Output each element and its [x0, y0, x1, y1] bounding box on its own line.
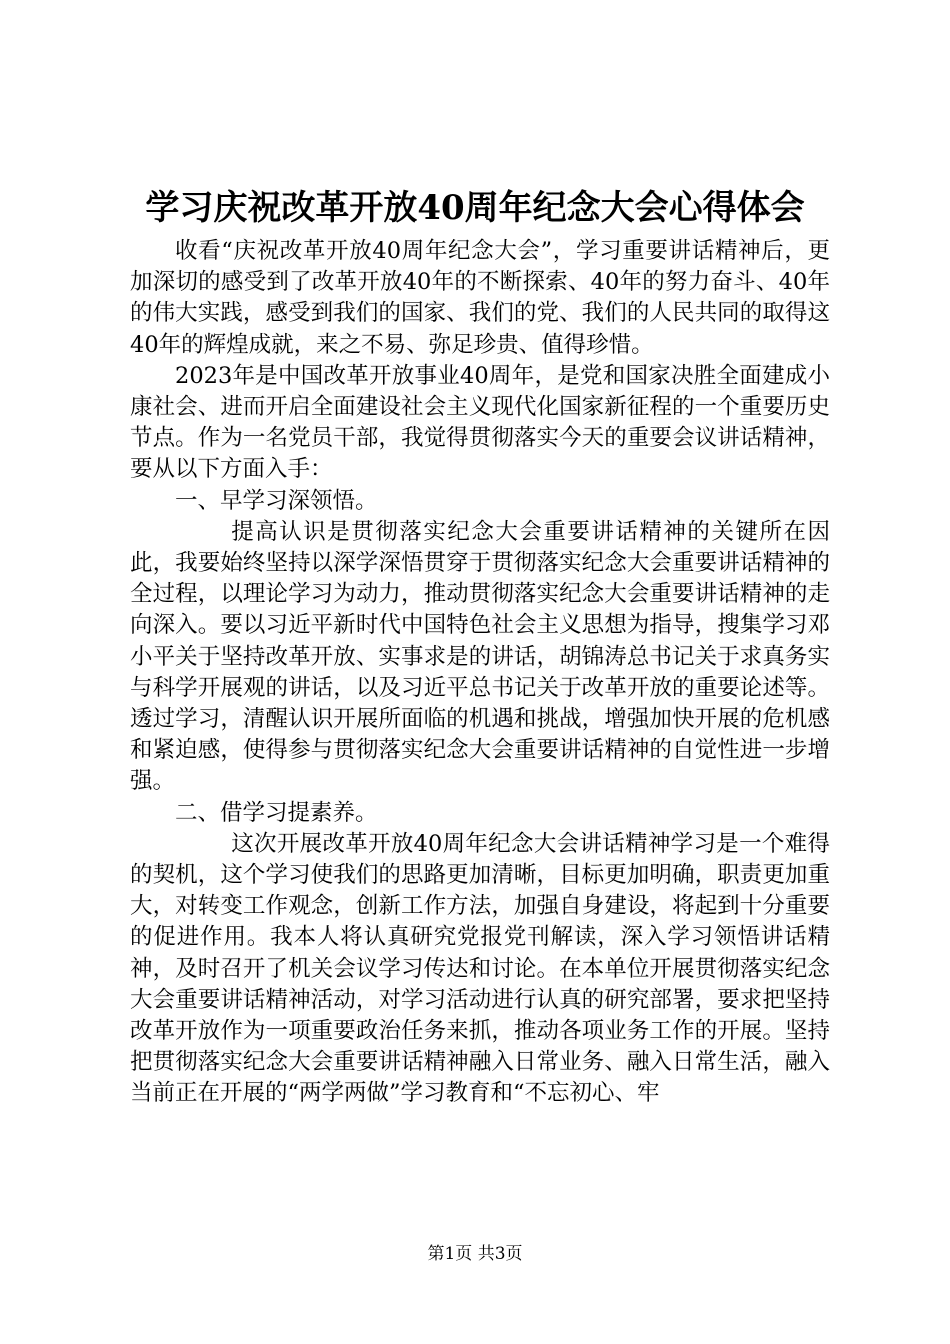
page-footer: 第1页 共3页	[427, 1244, 523, 1264]
paragraph-intro: 收看“庆祝改革开放40周年纪念大会”，学习重要讲话精神后，更加深切的感受到了改革开放40年的不断探索、40年的努力奋斗、40年的伟大实践，感受到我们的国家、我们的党、我们的人民共同的取得这40年的辉煌成就，来之不易、弥足珍贵、值得珍惜。	[130, 238, 830, 358]
paragraph-background: 2023年是中国改革开放事业40周年，是党和国家决胜全面建成小康社会、进而开启全面建设社会主义现代化国家新征程的一个重要历史节点。作为一名党员干部，我觉得贯彻落实今天的重要会议讲话精神，要从以下方面入手：	[130, 362, 830, 483]
paragraph-section-2: 这次开展改革开放40周年纪念大会讲话精神学习是一个难得的契机，这个学习使我们的思路更加清晰，目标更加明确，职责更加重大，对转变工作观念，创新工作方法，加强自身建设，将起到十分重要的促进作用。我本人将认真研究党报党刊解读，深入学习领悟讲话精神，及时召开了机关会议学习传达和讨论。在本单位开展贯彻落实纪念大会重要讲话精神活动，对学习活动进行认真的研究部署，要求把坚持改革开放作为一项重要政治任务来抓，推动各项业务工作的开展。坚持把贯彻落实纪念大会重要讲话精神融入日常业务、融入日常生活，融入当前正在开展的“两学两做”学习教育和“不忘初心、牢	[130, 830, 830, 1107]
section-heading-2: 二、借学习提素养。	[175, 799, 378, 826]
section-heading-1: 一、早学习深领悟。	[175, 487, 378, 514]
document-title: 学习庆祝改革开放40周年纪念大会心得体会	[145, 188, 805, 228]
paragraph-section-1: 提高认识是贯彻落实纪念大会重要讲话精神的关键所在因此，我要始终坚持以深学深悟贯穿于贯彻落实纪念大会重要讲话精神的全过程，以理论学习为动力，推动贯彻落实纪念大会重要讲话精神的走向深入。要以习近平新时代中国特色社会主义思想为指导，搜集学习邓小平关于坚持改革开放、实事求是的讲话，胡锦涛总书记关于求真务实与科学开展观的讲话，以及习近平总书记关于改革开放的重要论述等。透过学习，清醒认识开展所面临的机遇和挑战，增强加快开展的危机感和紧迫感，使得参与贯彻落实纪念大会重要讲话精神的自觉性进一步增强。	[130, 518, 830, 795]
document-body	[130, 236, 830, 1110]
